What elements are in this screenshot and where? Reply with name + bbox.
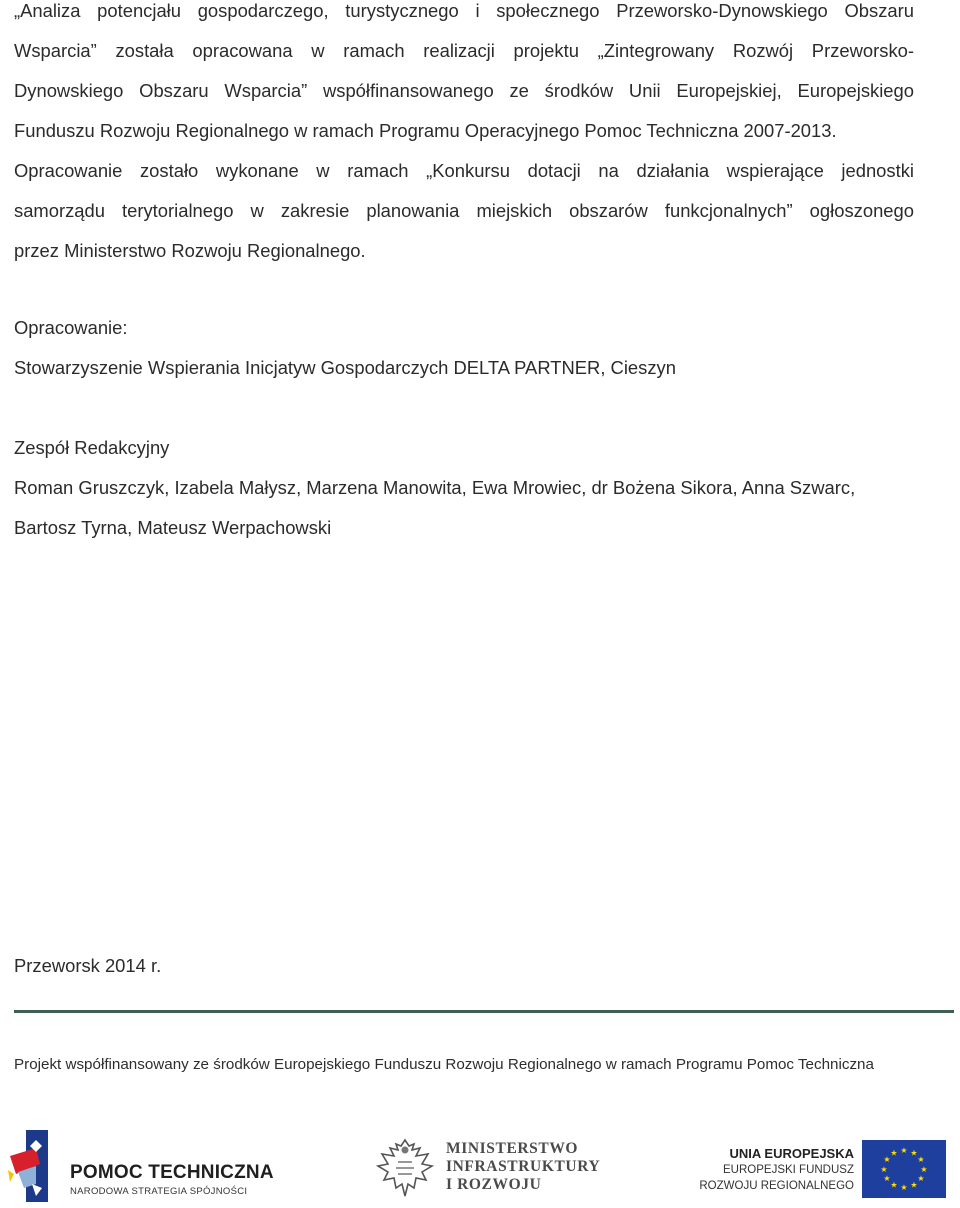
intro-paragraph (14, 0, 914, 271)
team-members-line1: Roman Gruszczyk, Izabela Małysz, Marzena Manowita, Ewa Mrowiec, dr Bożena Sikora, Anna Szwarc, (14, 477, 856, 498)
intro-line: przez Ministerstwo Rozwoju Regionalnego. (14, 240, 366, 261)
eagle-emblem-icon (376, 1136, 434, 1200)
footer-divider (14, 1010, 954, 1013)
ministry-line3: I ROZWOJU (446, 1176, 542, 1193)
svg-text:★: ★ (917, 1155, 925, 1164)
intro-line: Funduszu Rozwoju Regionalnego w ramach Programu Operacyjnego Pomoc Techniczna 2007-2013. (14, 120, 837, 141)
place-date: Przeworsk 2014 r. (14, 955, 162, 976)
svg-text:★: ★ (920, 1165, 928, 1174)
funding-note: Projekt współfinansowany ze środków Europejskiego Funduszu Rozwoju Regionalnego w ramach Programu Pomoc Techniczna (14, 1056, 874, 1073)
svg-text:★: ★ (900, 1183, 908, 1192)
eu-line2: EUROPEJSKI FUNDUSZ (723, 1164, 854, 1176)
pomoc-techniczna-logo (6, 1126, 276, 1206)
team-members-line2: Bartosz Tyrna, Mateusz Werpachowski (14, 517, 332, 538)
eu-flag-icon (862, 1140, 946, 1198)
authors-label: Opracowanie: (14, 317, 128, 338)
svg-text:★: ★ (880, 1165, 888, 1174)
authors-org: Stowarzyszenie Wspierania Inicjatyw Gospodarczych DELTA PARTNER, Cieszyn (14, 357, 676, 378)
intro-line: samorządu terytorialnego w zakresie planowania miejskich obszarów funkcjonalnych” ogłoszonego (14, 200, 914, 221)
eu-line1: UNIA EUROPEJSKA (729, 1146, 854, 1161)
intro-line: Dynowskiego Obszaru Wsparcia” współfinansowanego ze środków Unii Europejskiej, Europejskiego (14, 80, 914, 101)
ministry-logo (376, 1136, 616, 1206)
pomoc-techniczna-emblem-icon (6, 1126, 62, 1204)
svg-text:★: ★ (890, 1148, 898, 1158)
intro-line: Opracowanie zostało wykonane w ramach „Konkursu dotacji na działania wspierające jednostki (14, 160, 914, 181)
svg-text:★: ★ (910, 1148, 918, 1158)
svg-text:★: ★ (883, 1155, 891, 1164)
svg-text:★: ★ (910, 1180, 918, 1190)
ministry-line1: MINISTERSTWO (446, 1140, 579, 1157)
pomoc-techniczna-subtitle: NARODOWA STRATEGIA SPÓJNOŚCI (70, 1186, 248, 1197)
svg-text:★: ★ (883, 1174, 891, 1183)
logo-strip (0, 1118, 960, 1208)
svg-text:★: ★ (900, 1146, 908, 1155)
eu-line3: ROZWOJU REGIONALNEGO (699, 1180, 854, 1192)
intro-line: „Analiza potencjału gospodarczego, turystycznego i społecznego Przeworsko-Dynowskiego Obszaru (14, 0, 914, 21)
intro-line: Wsparcia” została opracowana w ramach realizacji projektu „Zintegrowany Rozwój Przeworsko- (14, 40, 914, 61)
svg-text:★: ★ (890, 1180, 898, 1190)
ministry-line2: INFRASTRUKTURY (446, 1158, 601, 1175)
pomoc-techniczna-title: POMOC TECHNICZNA (70, 1162, 274, 1183)
svg-text:★: ★ (917, 1174, 925, 1183)
eu-logo (699, 1140, 952, 1208)
team-label: Zespół Redakcyjny (14, 437, 170, 458)
